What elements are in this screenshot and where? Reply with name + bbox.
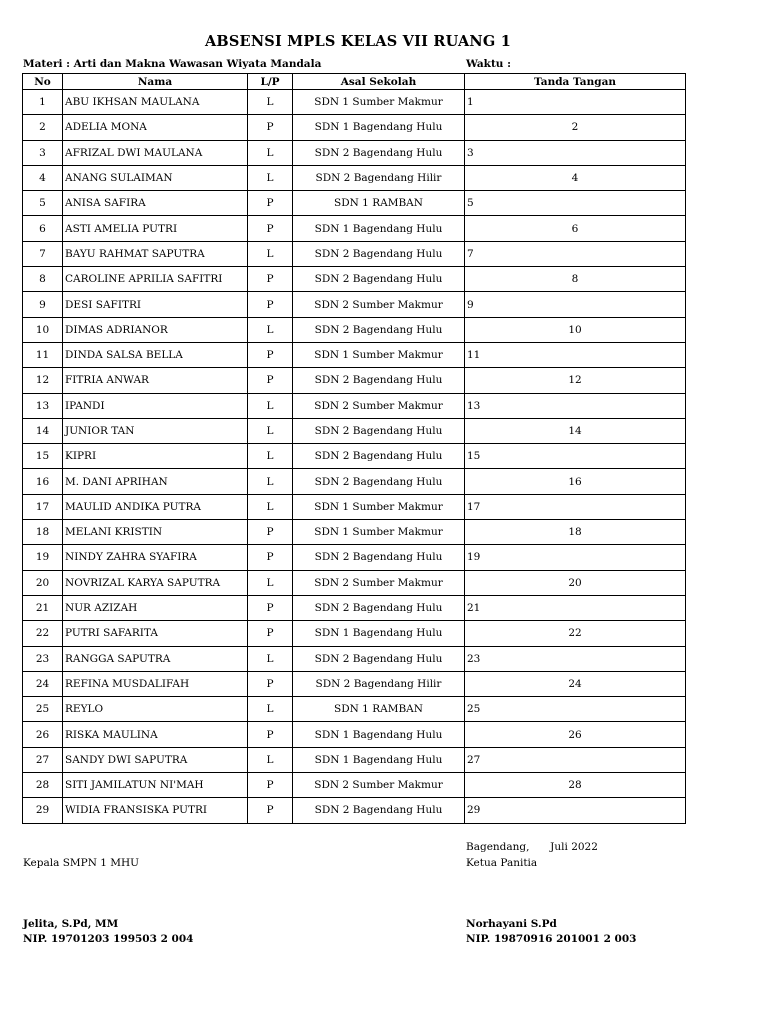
row-sekolah: SDN 2 Bagendang Hulu xyxy=(293,545,465,570)
row-sekolah: SDN 2 Bagendang Hulu xyxy=(293,241,465,266)
table-row xyxy=(23,671,686,696)
row-lp: L xyxy=(248,494,293,519)
row-ttd: 22 xyxy=(465,621,686,646)
row-nama: JUNIOR TAN xyxy=(63,418,248,443)
row-lp: P xyxy=(248,216,293,241)
row-nama: KIPRI xyxy=(63,444,248,469)
row-sekolah: SDN 2 Bagendang Hulu xyxy=(293,798,465,823)
row-nama: ADELIA MONA xyxy=(63,115,248,140)
row-ttd: 5 xyxy=(465,191,686,216)
row-no: 4 xyxy=(23,165,63,190)
row-no: 28 xyxy=(23,773,63,798)
materi-label: Materi : Arti dan Makna Wawasan Wiyata Mandala xyxy=(23,58,322,70)
row-no: 9 xyxy=(23,292,63,317)
row-nama: ANANG SULAIMAN xyxy=(63,165,248,190)
row-nama: REYLO xyxy=(63,697,248,722)
row-ttd: 7 xyxy=(465,241,686,266)
date: Juli 2022 xyxy=(550,841,598,853)
row-sekolah: SDN 2 Bagendang Hilir xyxy=(293,671,465,696)
table-row xyxy=(23,469,686,494)
row-nama: MELANI KRISTIN xyxy=(63,520,248,545)
table-row xyxy=(23,773,686,798)
table-row xyxy=(23,191,686,216)
row-sekolah: SDN 2 Bagendang Hulu xyxy=(293,444,465,469)
row-ttd: 17 xyxy=(465,494,686,519)
row-no: 25 xyxy=(23,697,63,722)
row-no: 21 xyxy=(23,595,63,620)
row-nama: FITRIA ANWAR xyxy=(63,368,248,393)
row-ttd: 20 xyxy=(465,570,686,595)
row-ttd: 13 xyxy=(465,393,686,418)
table-row xyxy=(23,115,686,140)
row-no: 24 xyxy=(23,671,63,696)
row-no: 27 xyxy=(23,747,63,772)
row-nama: MAULID ANDIKA PUTRA xyxy=(63,494,248,519)
table-row xyxy=(23,747,686,772)
row-no: 19 xyxy=(23,545,63,570)
row-lp: P xyxy=(248,292,293,317)
table-row xyxy=(23,90,686,115)
row-lp: P xyxy=(248,267,293,292)
left-role: Kepala SMPN 1 MHU xyxy=(23,857,140,869)
row-lp: L xyxy=(248,469,293,494)
row-nama: ABU IKHSAN MAULANA xyxy=(63,90,248,115)
row-nama: IPANDI xyxy=(63,393,248,418)
row-ttd: 23 xyxy=(465,646,686,671)
place-date xyxy=(466,841,598,853)
row-lp: P xyxy=(248,545,293,570)
right-signatory-name: Norhayani S.Pd xyxy=(466,918,557,930)
row-no: 29 xyxy=(23,798,63,823)
row-no: 20 xyxy=(23,570,63,595)
row-nama: DESI SAFITRI xyxy=(63,292,248,317)
row-no: 5 xyxy=(23,191,63,216)
row-sekolah: SDN 2 Bagendang Hulu xyxy=(293,646,465,671)
row-sekolah: SDN 2 Bagendang Hulu xyxy=(293,317,465,342)
row-ttd: 2 xyxy=(465,115,686,140)
right-role: Ketua Panitia xyxy=(466,857,538,869)
row-no: 16 xyxy=(23,469,63,494)
row-sekolah: SDN 1 Bagendang Hulu xyxy=(293,115,465,140)
row-lp: P xyxy=(248,773,293,798)
row-sekolah: SDN 1 Sumber Makmur xyxy=(293,342,465,367)
table-row xyxy=(23,368,686,393)
row-lp: P xyxy=(248,722,293,747)
row-nama: NUR AZIZAH xyxy=(63,595,248,620)
row-ttd: 18 xyxy=(465,520,686,545)
row-lp: L xyxy=(248,241,293,266)
table-row xyxy=(23,444,686,469)
row-no: 13 xyxy=(23,393,63,418)
row-ttd: 14 xyxy=(465,418,686,443)
row-lp: P xyxy=(248,368,293,393)
row-no: 15 xyxy=(23,444,63,469)
row-ttd: 10 xyxy=(465,317,686,342)
row-nama: BAYU RAHMAT SAPUTRA xyxy=(63,241,248,266)
table-row xyxy=(23,697,686,722)
row-nama: ASTI AMELIA PUTRI xyxy=(63,216,248,241)
row-sekolah: SDN 2 Bagendang Hulu xyxy=(293,140,465,165)
row-ttd: 1 xyxy=(465,90,686,115)
row-ttd: 3 xyxy=(465,140,686,165)
row-no: 17 xyxy=(23,494,63,519)
row-sekolah: SDN 2 Sumber Makmur xyxy=(293,570,465,595)
row-sekolah: SDN 2 Bagendang Hulu xyxy=(293,267,465,292)
table-row xyxy=(23,292,686,317)
row-nama: WIDIA FRANSISKA PUTRI xyxy=(63,798,248,823)
row-no: 12 xyxy=(23,368,63,393)
table-row xyxy=(23,621,686,646)
row-ttd: 24 xyxy=(465,671,686,696)
attendance-table xyxy=(22,73,686,824)
row-lp: L xyxy=(248,165,293,190)
header-nama: Nama xyxy=(63,74,248,90)
right-signatory-nip: NIP. 19870916 201001 2 003 xyxy=(466,933,637,945)
row-sekolah: SDN 1 Bagendang Hulu xyxy=(293,216,465,241)
row-lp: L xyxy=(248,444,293,469)
row-sekolah: SDN 1 Bagendang Hulu xyxy=(293,722,465,747)
row-nama: SITI JAMILATUN NI'MAH xyxy=(63,773,248,798)
row-lp: P xyxy=(248,798,293,823)
header-lp: L/P xyxy=(248,74,293,90)
row-ttd: 16 xyxy=(465,469,686,494)
table-body xyxy=(23,90,686,824)
row-nama: M. DANI APRIHAN xyxy=(63,469,248,494)
table-row xyxy=(23,165,686,190)
table-row xyxy=(23,140,686,165)
row-sekolah: SDN 1 Bagendang Hulu xyxy=(293,747,465,772)
row-nama: PUTRI SAFARITA xyxy=(63,621,248,646)
row-ttd: 6 xyxy=(465,216,686,241)
row-nama: DINDA SALSA BELLA xyxy=(63,342,248,367)
row-lp: L xyxy=(248,90,293,115)
row-lp: L xyxy=(248,393,293,418)
row-ttd: 12 xyxy=(465,368,686,393)
row-ttd: 26 xyxy=(465,722,686,747)
table-row xyxy=(23,545,686,570)
header-sekolah: Asal Sekolah xyxy=(293,74,465,90)
row-no: 3 xyxy=(23,140,63,165)
row-nama: CAROLINE APRILIA SAFITRI xyxy=(63,267,248,292)
row-nama: NOVRIZAL KARYA SAPUTRA xyxy=(63,570,248,595)
row-sekolah: SDN 2 Sumber Makmur xyxy=(293,393,465,418)
row-sekolah: SDN 2 Bagendang Hilir xyxy=(293,165,465,190)
row-lp: L xyxy=(248,697,293,722)
table-row xyxy=(23,520,686,545)
row-lp: P xyxy=(248,621,293,646)
page-title: ABSENSI MPLS KELAS VII RUANG 1 xyxy=(204,33,511,50)
place: Bagendang, xyxy=(466,841,530,853)
row-no: 14 xyxy=(23,418,63,443)
row-no: 11 xyxy=(23,342,63,367)
row-lp: P xyxy=(248,191,293,216)
row-sekolah: SDN 1 RAMBAN xyxy=(293,697,465,722)
row-lp: L xyxy=(248,646,293,671)
row-no: 18 xyxy=(23,520,63,545)
row-ttd: 8 xyxy=(465,267,686,292)
table-row xyxy=(23,570,686,595)
row-ttd: 19 xyxy=(465,545,686,570)
row-sekolah: SDN 2 Bagendang Hulu xyxy=(293,595,465,620)
row-lp: L xyxy=(248,570,293,595)
row-no: 8 xyxy=(23,267,63,292)
row-sekolah: SDN 1 Sumber Makmur xyxy=(293,90,465,115)
row-nama: NINDY ZAHRA SYAFIRA xyxy=(63,545,248,570)
row-nama: REFINA MUSDALIFAH xyxy=(63,671,248,696)
row-no: 26 xyxy=(23,722,63,747)
table-row xyxy=(23,646,686,671)
row-lp: L xyxy=(248,747,293,772)
row-ttd: 9 xyxy=(465,292,686,317)
table-row xyxy=(23,418,686,443)
left-signatory-nip: NIP. 19701203 199503 2 004 xyxy=(23,933,194,945)
row-no: 22 xyxy=(23,621,63,646)
row-nama: ANISA SAFIRA xyxy=(63,191,248,216)
row-ttd: 15 xyxy=(465,444,686,469)
table-row xyxy=(23,317,686,342)
row-nama: DIMAS ADRIANOR xyxy=(63,317,248,342)
row-sekolah: SDN 1 Sumber Makmur xyxy=(293,520,465,545)
row-nama: RISKA MAULINA xyxy=(63,722,248,747)
row-lp: L xyxy=(248,140,293,165)
row-lp: L xyxy=(248,317,293,342)
row-sekolah: SDN 1 Sumber Makmur xyxy=(293,494,465,519)
table-row xyxy=(23,595,686,620)
table-row xyxy=(23,393,686,418)
table-row xyxy=(23,267,686,292)
row-lp: P xyxy=(248,671,293,696)
row-ttd: 11 xyxy=(465,342,686,367)
table-row xyxy=(23,241,686,266)
table-header-row xyxy=(23,74,686,90)
row-lp: L xyxy=(248,418,293,443)
row-lp: P xyxy=(248,342,293,367)
row-sekolah: SDN 2 Sumber Makmur xyxy=(293,773,465,798)
left-signatory-name: Jelita, S.Pd, MM xyxy=(23,918,119,930)
table-row xyxy=(23,494,686,519)
table-row xyxy=(23,216,686,241)
row-ttd: 25 xyxy=(465,697,686,722)
table-row xyxy=(23,342,686,367)
row-lp: P xyxy=(248,115,293,140)
row-ttd: 4 xyxy=(465,165,686,190)
row-sekolah: SDN 2 Bagendang Hulu xyxy=(293,469,465,494)
table-row xyxy=(23,722,686,747)
row-no: 7 xyxy=(23,241,63,266)
row-lp: P xyxy=(248,595,293,620)
row-no: 1 xyxy=(23,90,63,115)
row-no: 23 xyxy=(23,646,63,671)
header-no: No xyxy=(23,74,63,90)
row-nama: RANGGA SAPUTRA xyxy=(63,646,248,671)
row-ttd: 29 xyxy=(465,798,686,823)
row-sekolah: SDN 2 Sumber Makmur xyxy=(293,292,465,317)
row-sekolah: SDN 2 Bagendang Hulu xyxy=(293,368,465,393)
row-ttd: 27 xyxy=(465,747,686,772)
row-no: 10 xyxy=(23,317,63,342)
table-row xyxy=(23,798,686,823)
row-lp: P xyxy=(248,520,293,545)
row-sekolah: SDN 1 Bagendang Hulu xyxy=(293,621,465,646)
row-ttd: 28 xyxy=(465,773,686,798)
row-ttd: 21 xyxy=(465,595,686,620)
row-nama: AFRIZAL DWI MAULANA xyxy=(63,140,248,165)
row-nama: SANDY DWI SAPUTRA xyxy=(63,747,248,772)
header-ttd: Tanda Tangan xyxy=(465,74,686,90)
row-no: 6 xyxy=(23,216,63,241)
waktu-label: Waktu : xyxy=(466,58,511,70)
row-no: 2 xyxy=(23,115,63,140)
row-sekolah: SDN 1 RAMBAN xyxy=(293,191,465,216)
row-sekolah: SDN 2 Bagendang Hulu xyxy=(293,418,465,443)
